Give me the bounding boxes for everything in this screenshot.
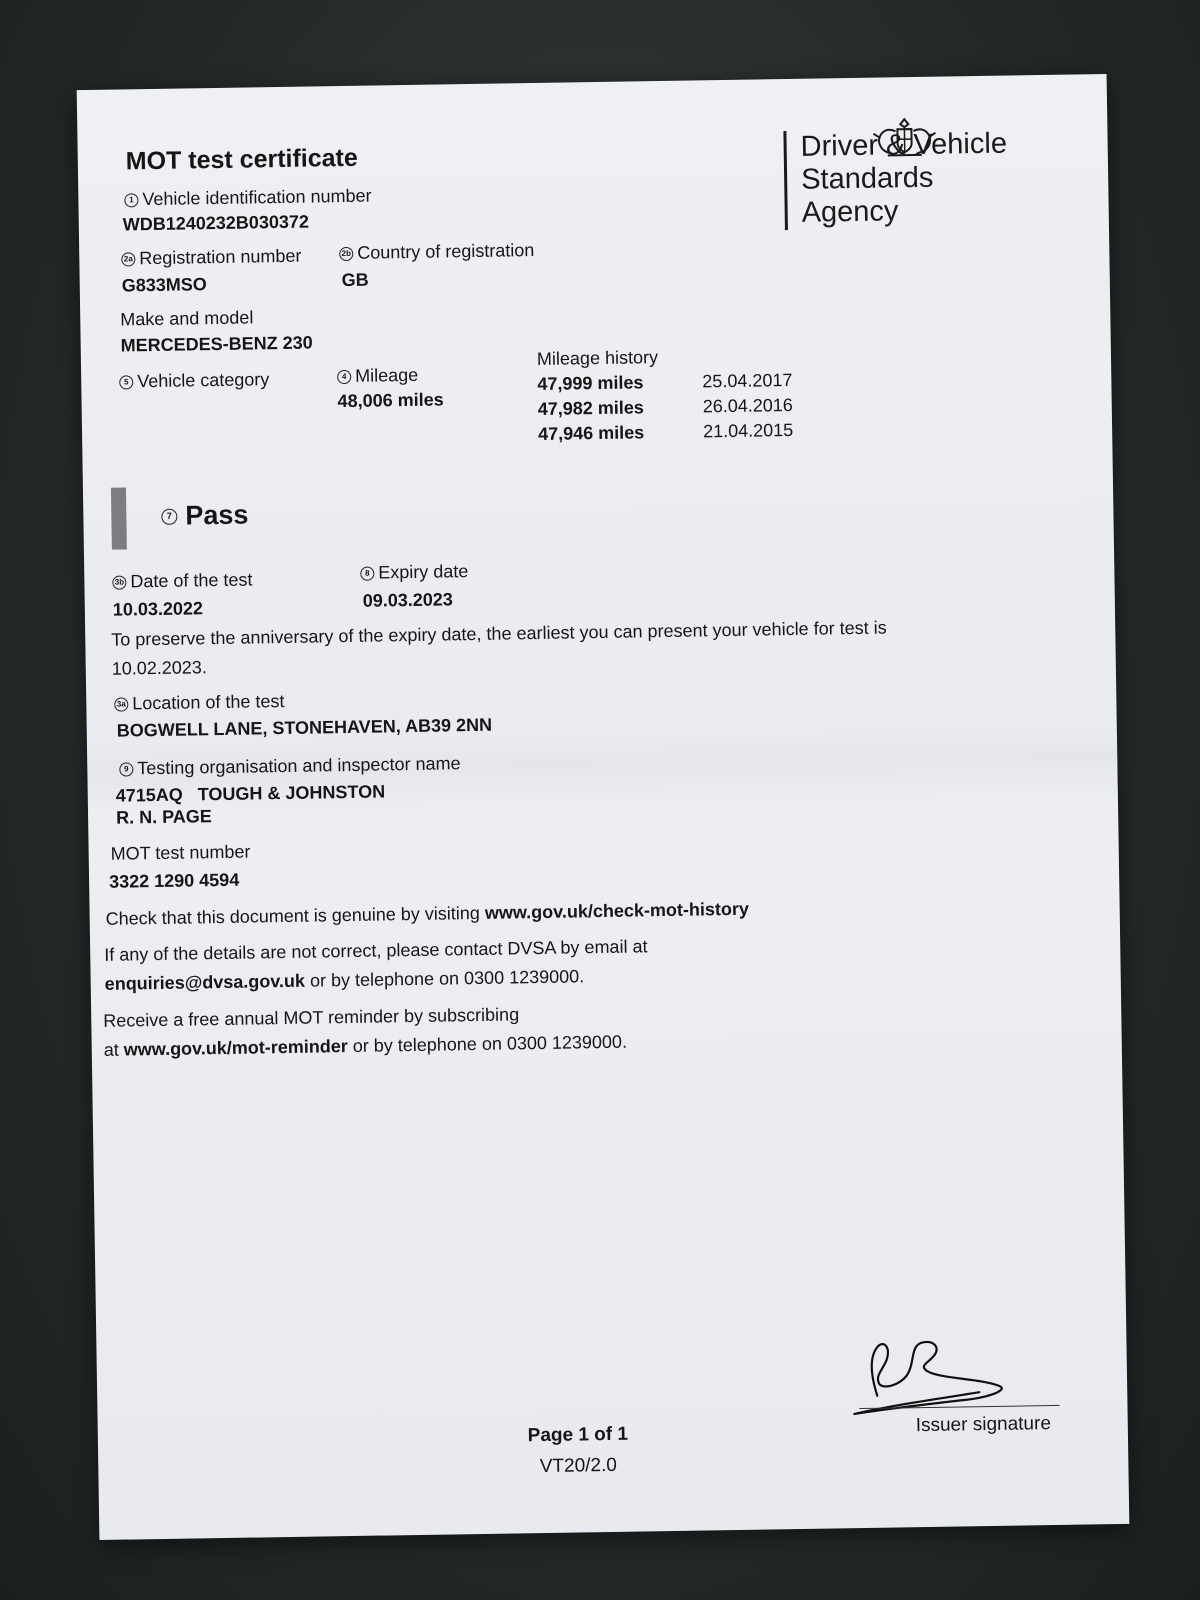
inspector-name: R. N. PAGE bbox=[115, 806, 212, 828]
registration-value: G833MSO bbox=[121, 274, 207, 296]
organisation-value: 4715AQ TOUGH & JOHNSTON bbox=[115, 781, 386, 806]
mot-reminder-link[interactable]: www.gov.uk/mot-reminder bbox=[123, 1036, 348, 1060]
vehicle-category-label-text: Vehicle category bbox=[137, 369, 270, 392]
expiry-date-label bbox=[360, 561, 468, 584]
contact-line-1: If any of the details are not correct, please contact DVSA by email at bbox=[104, 936, 648, 965]
vin-label bbox=[124, 186, 371, 211]
test-result bbox=[161, 500, 249, 532]
issuer-signature-label: Issuer signature bbox=[915, 1413, 1052, 1437]
history-date: 26.04.2016 bbox=[702, 394, 793, 417]
check-mot-history-link[interactable]: www.gov.uk/check-mot-history bbox=[484, 898, 750, 923]
mileage-value: 48,006 miles bbox=[337, 389, 444, 412]
certificate-paper bbox=[77, 74, 1130, 1540]
agency-line-1: Driver & Vehicle bbox=[800, 127, 1008, 163]
location-label-text: Location of the test bbox=[132, 690, 285, 714]
country-label-text: Country of registration bbox=[357, 240, 535, 263]
vin-label-text: Vehicle identification number bbox=[142, 185, 372, 210]
history-miles: 47,946 miles bbox=[537, 422, 645, 444]
reminder-prefix: at bbox=[103, 1039, 124, 1060]
registration-label-text: Registration number bbox=[139, 245, 302, 269]
history-date: 21.04.2015 bbox=[702, 419, 794, 442]
test-number-value: 3322 1290 4594 bbox=[108, 869, 240, 892]
vin-value: WDB1240232B030372 bbox=[122, 211, 310, 235]
mileage-label bbox=[337, 365, 418, 387]
result-indicator-bar bbox=[111, 487, 127, 549]
history-date: 25.04.2017 bbox=[702, 369, 793, 392]
field-number-icon: 3b bbox=[112, 575, 126, 589]
field-number-icon: 4 bbox=[337, 369, 351, 383]
reminder-line-1: Receive a free annual MOT reminder by subscribing bbox=[103, 1004, 520, 1031]
expiry-date-value: 09.03.2023 bbox=[362, 589, 453, 611]
page-number: Page 1 of 1 bbox=[527, 1423, 629, 1447]
make-model-label: Make and model bbox=[120, 307, 254, 330]
field-number-icon: 7 bbox=[161, 508, 177, 524]
field-number-icon: 1 bbox=[124, 193, 138, 207]
field-number-icon: 2a bbox=[121, 252, 135, 266]
vehicle-category-label bbox=[119, 369, 269, 392]
field-number-icon: 5 bbox=[119, 375, 133, 389]
form-code: VT20/2.0 bbox=[539, 1454, 618, 1478]
anniversary-note: To preserve the anniversary of the expiry date, the earliest you can present your vehicle for test is 10.02.2023. bbox=[111, 617, 887, 679]
organisation-label bbox=[119, 753, 460, 779]
test-date-label bbox=[112, 569, 252, 592]
issuer-signature bbox=[848, 1323, 1070, 1426]
genuine-check-text bbox=[105, 895, 749, 934]
make-model-value: MERCEDES-BENZ 230 bbox=[120, 332, 313, 356]
location-value: BOGWELL LANE, STONEHAVEN, AB39 2NN bbox=[116, 714, 493, 741]
country-value: GB bbox=[341, 269, 369, 291]
mileage-history-row bbox=[538, 420, 793, 445]
contact-text bbox=[104, 932, 648, 999]
dvsa-email-link[interactable]: enquiries@dvsa.gov.uk bbox=[104, 970, 306, 994]
mileage-history bbox=[537, 345, 794, 445]
mileage-history-row bbox=[537, 370, 792, 395]
test-date-value: 10.03.2022 bbox=[112, 598, 204, 620]
dvsa-logo bbox=[783, 128, 1008, 230]
contact-telephone: or by telephone on 0300 1239000. bbox=[304, 966, 585, 991]
location-label bbox=[114, 691, 284, 715]
mileage-history-label: Mileage history bbox=[536, 347, 659, 369]
test-number-label: MOT test number bbox=[110, 841, 251, 864]
field-number-icon: 8 bbox=[360, 566, 374, 580]
field-number-icon: 9 bbox=[119, 762, 133, 776]
expiry-date-label-text: Expiry date bbox=[378, 561, 469, 583]
history-miles: 47,982 miles bbox=[537, 397, 644, 419]
agency-line-3: Agency bbox=[801, 195, 899, 229]
registration-label bbox=[121, 246, 301, 270]
reminder-text bbox=[103, 999, 627, 1065]
field-number-icon: 2b bbox=[339, 246, 353, 260]
reminder-telephone: or by telephone on 0300 1239000. bbox=[347, 1031, 628, 1057]
test-result-text: Pass bbox=[185, 499, 249, 531]
agency-line-2: Standards bbox=[800, 161, 934, 196]
mileage-history-row bbox=[538, 395, 793, 420]
field-number-icon: 3a bbox=[114, 697, 128, 711]
document-title: MOT test certificate bbox=[125, 143, 359, 176]
country-label bbox=[339, 240, 534, 264]
organisation-label-text: Testing organisation and inspector name bbox=[137, 753, 461, 779]
mileage-label-text: Mileage bbox=[355, 364, 419, 386]
history-miles: 47,999 miles bbox=[537, 372, 644, 394]
test-date-label-text: Date of the test bbox=[130, 569, 253, 592]
genuine-check-label: Check that this document is genuine by visiting bbox=[105, 902, 486, 929]
